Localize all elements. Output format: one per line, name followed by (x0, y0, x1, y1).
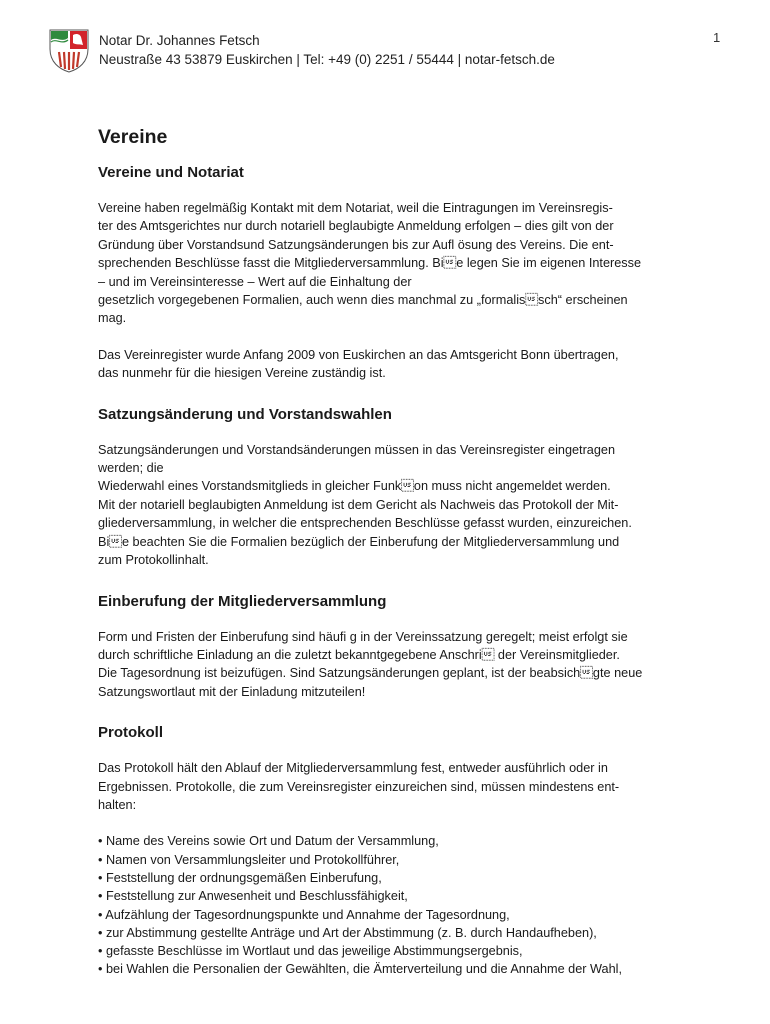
document-body (98, 126, 688, 979)
paragraph-einberufung (98, 628, 688, 702)
list-item: • Feststellung der ordnungsgemäßen Einberufung, (98, 870, 382, 885)
text-line: Ergebnissen. Protokolle, die zum Vereinsregister einzureichen sind, müssen mindestens ent- (98, 779, 620, 794)
page-number: 1 (713, 30, 721, 45)
paragraph-satzung (98, 441, 688, 570)
text-line: mag. (98, 311, 127, 326)
paragraph-notariat-intro (98, 199, 688, 328)
letterhead (99, 31, 555, 69)
text-line: gliederversammlung, in welcher die entsprechenden Beschlüsse gefasst wurden, einzureichen. (98, 516, 632, 531)
text-line: Die Tagesordnung ist beizufügen. Sind Satzungsänderungen geplant, ist der beabsich gte neue (98, 666, 643, 681)
text-line: Wiederwahl eines Vorstandsmitglieds in gleicher Funk on muss nicht angemeldet werden. (98, 479, 611, 494)
section-heading-notariat: Vereine und Notariat (98, 164, 244, 181)
nrw-coat-of-arms-logo (46, 27, 92, 73)
text-line: Mit der notariell beglaubigten Anmeldung ist dem Gericht als Nachweis das Protokoll der Mit- (98, 497, 619, 512)
text-line: ter des Amtsgerichtes nur durch notariell beglaubigte Anmeldung erfolgen – dies gilt von der (98, 219, 614, 234)
paragraph-vereinsregister (98, 346, 688, 383)
text-line: Vereine haben regelmäßig Kontakt mit dem Notariat, weil die Eintragungen im Vereinsregis- (98, 201, 613, 215)
text-line: das nunmehr für die hiesigen Vereine zuständig ist. (98, 366, 386, 381)
text-line: Satzungsänderungen und Vorstandsänderungen müssen in das Vereinsregister eingetragen (98, 442, 616, 457)
page-title: Vereine (98, 126, 168, 148)
list-item: • bei Wahlen die Personalien der Gewählten, die Ämterverteilung und die Annahme der Wahl, (98, 962, 622, 977)
section-heading-protokoll: Protokoll (98, 724, 164, 742)
text-line: Form und Fristen der Einberufung sind häufi g in der Vereinssatzung geregelt; meist erfolgt sie (98, 629, 628, 644)
text-line: Das Protokoll hält den Ablauf der Mitgliederversammlung fest, entweder ausführlich oder in (98, 761, 608, 776)
list-item: • Aufzählung der Tagesordnungspunkte und Annahme der Tagesordnung, (98, 907, 510, 922)
text-line: gesetzlich vorgegebenen Formalien, auch wenn dies manchmal zu „formalis sch“ erscheinen (98, 293, 628, 308)
text-line: Gründung über Vorstandsund Satzungsänderungen bis zur Aufl ösung des Vereins. Die ent- (98, 237, 614, 252)
list-item: • Namen von Versammlungsleiter und Protokollführer, (98, 852, 400, 867)
section-heading-einberufung: Einberufung der Mitgliederversammlung (98, 592, 387, 610)
list-item: • Name des Vereins sowie Ort und Datum der Versammlung, (98, 834, 439, 849)
notary-name: Notar Dr. Johannes Fetsch (99, 33, 260, 48)
paragraph-protokoll (98, 759, 688, 814)
text-line: werden; die (98, 461, 164, 476)
text-line: durch schriftliche Einladung an die zuletzt bekanntgegebene Anschri der Vereinsmitglieder. (98, 647, 620, 662)
section-heading-satzung: Satzungsänderung und Vorstandswahlen (98, 405, 392, 423)
text-line: Satzungswortlaut mit der Einladung mitzuteilen! (98, 684, 366, 699)
list-item: • gefasste Beschlüsse im Wortlaut und das jeweilige Abstimmungsergebnis, (98, 944, 523, 959)
text-line: halten: (98, 797, 137, 812)
text-line: Das Vereinregister wurde Anfang 2009 von Euskirchen an das Amtsgericht Bonn übertragen, (98, 347, 619, 362)
protokoll-requirements-list (98, 832, 688, 978)
list-item: • Feststellung zur Anwesenheit und Beschlussfähigkeit, (98, 889, 408, 904)
text-line: sprechenden Beschlüsse fasst die Mitgliederversammlung. Bi e legen Sie im eigenen Interesse (98, 256, 642, 271)
list-item: • zur Abstimmung gestellte Anträge und Art der Abstimmung (z. B. durch Handaufheben), (98, 925, 597, 940)
notary-address: Neustraße 43 53879 Euskirchen | Tel: +49 (0) 2251 / 55444 | notar-fetsch.de (99, 52, 555, 67)
text-line: Bi e beachten Sie die Formalien bezüglich der Einberufung der Mitgliederversammlung und (98, 534, 620, 549)
text-line: zum Protokollinhalt. (98, 553, 209, 568)
text-line: – und im Vereinsinteresse – Wert auf die Einhaltung der (98, 274, 412, 289)
